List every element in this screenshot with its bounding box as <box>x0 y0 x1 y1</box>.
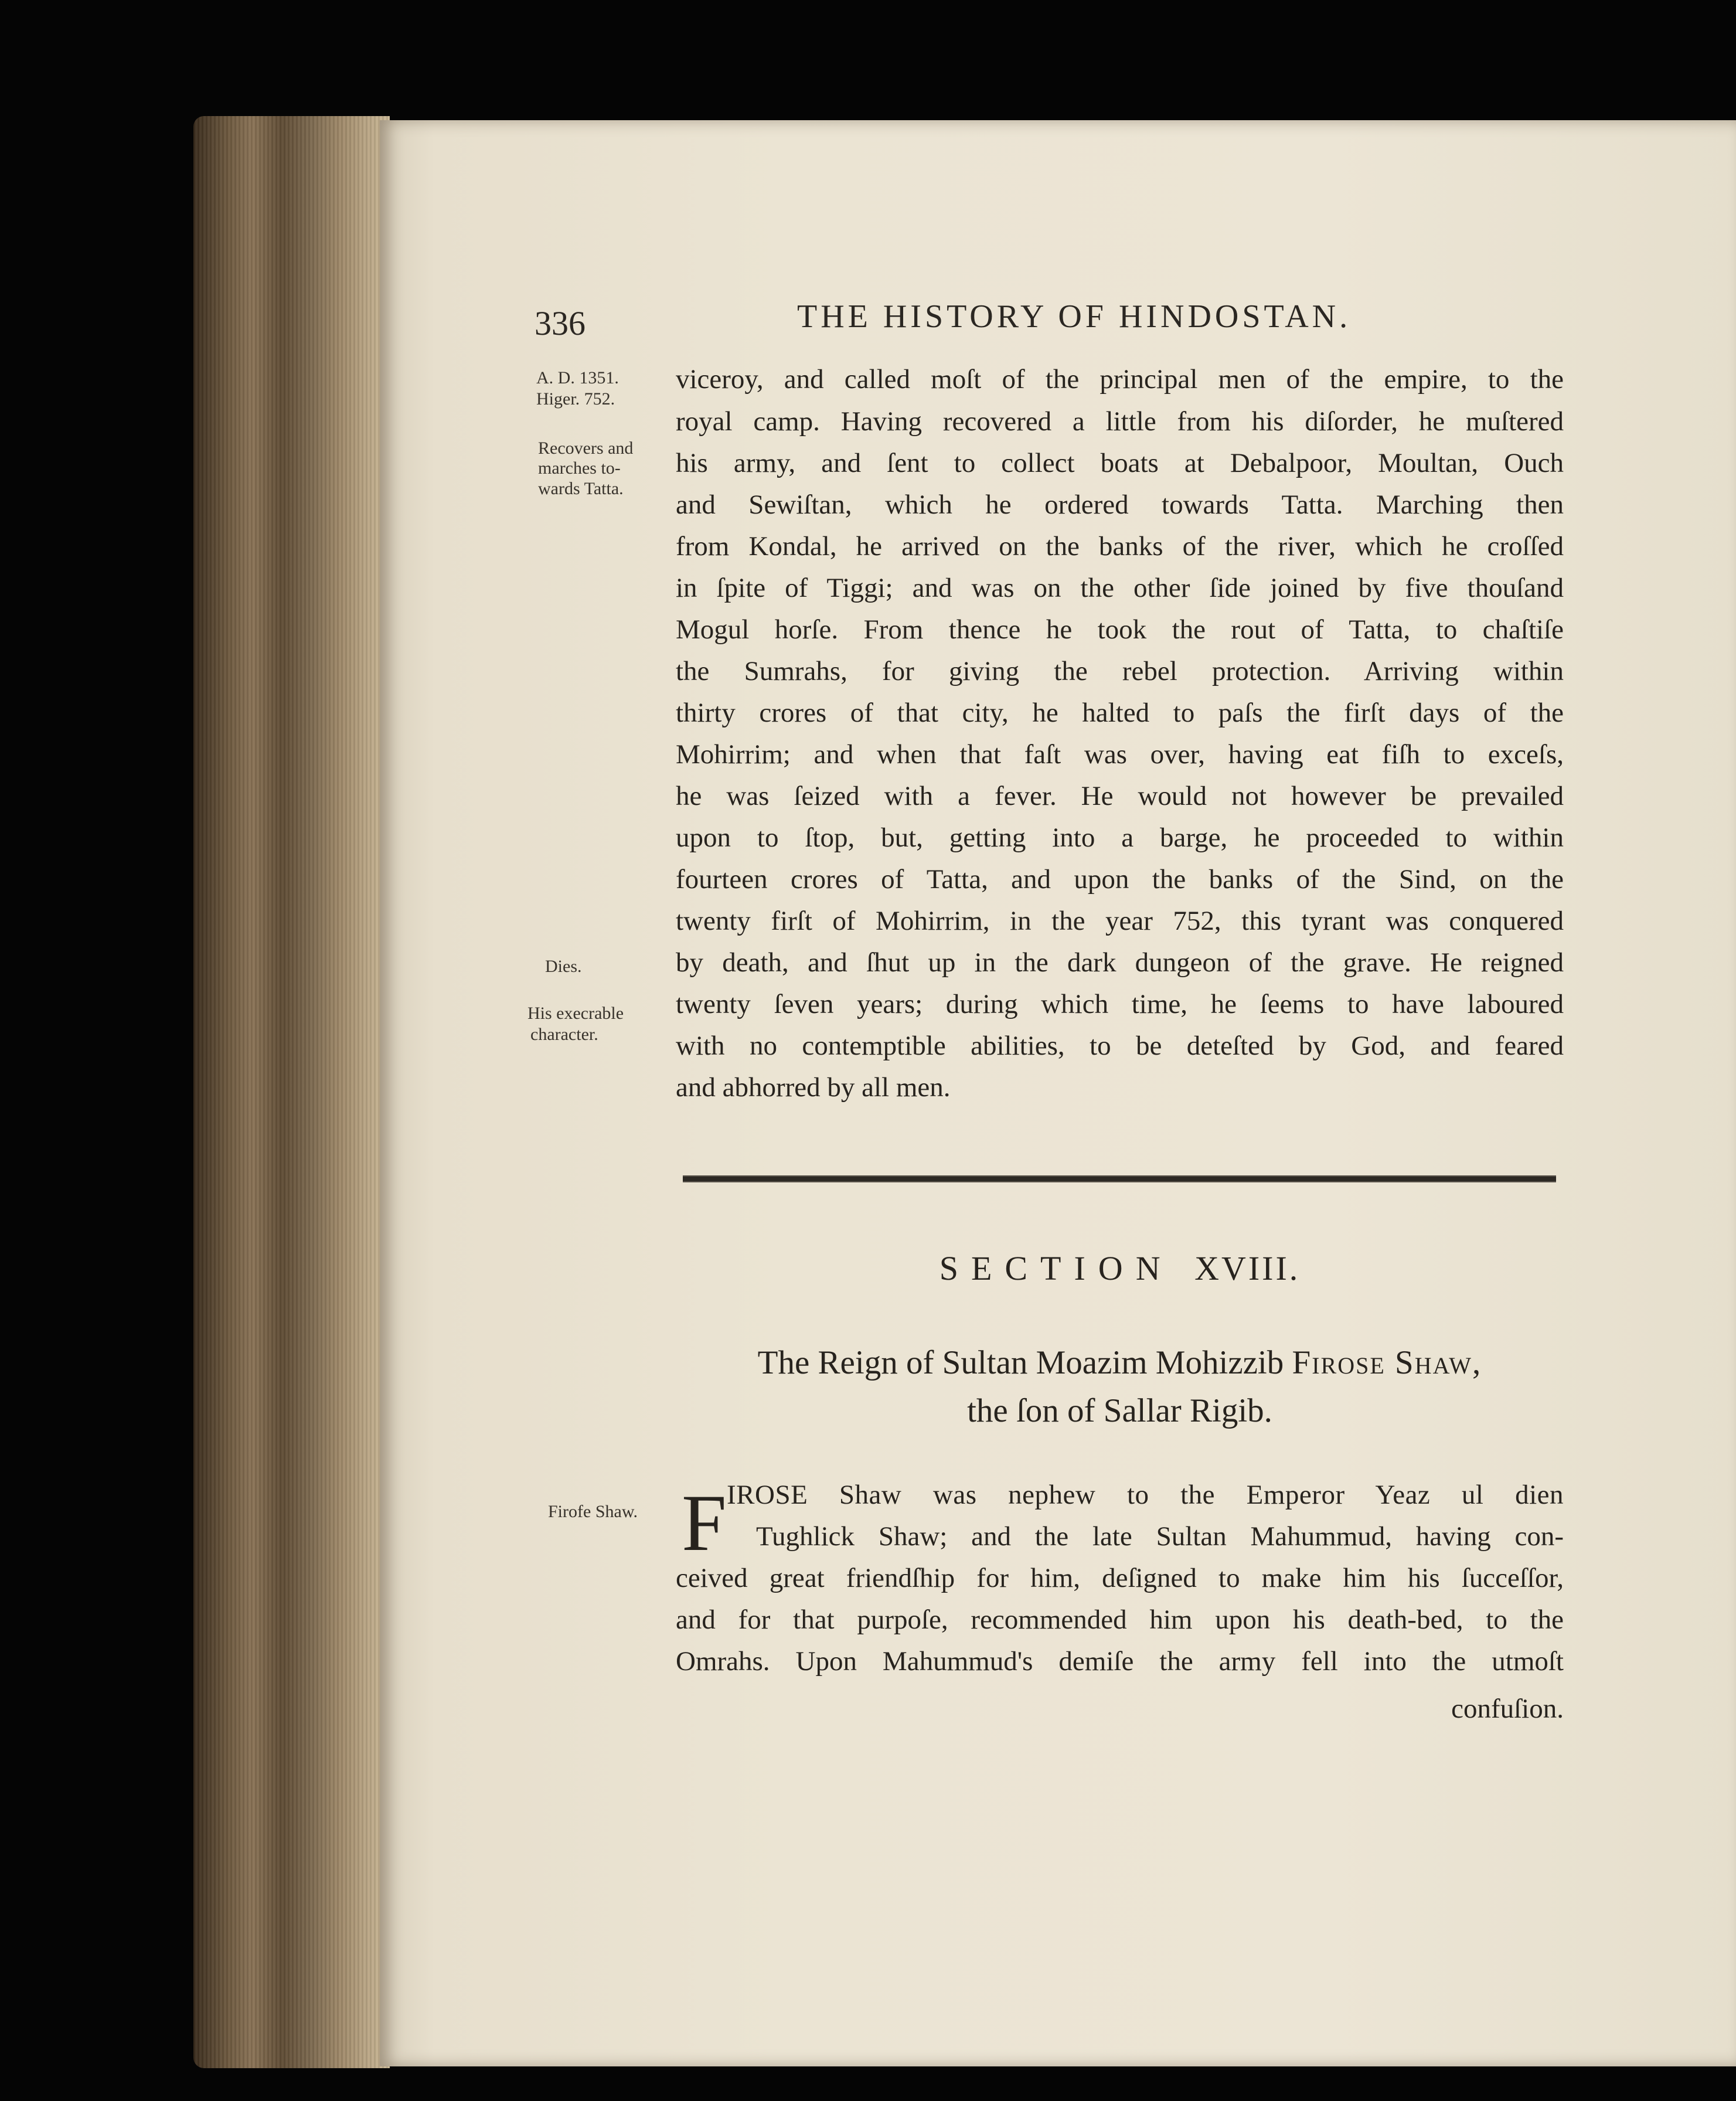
text-line: and for that purpoſe, recommended him upon his death-bed, to the <box>676 1604 1564 1635</box>
text-line: royal camp. Having recovered a little from his diſorder, he muſtered <box>676 406 1564 437</box>
section-title-text: The Reign of Sultan Moazim Mohizzib <box>757 1344 1284 1381</box>
margin-dies: Dies. <box>545 957 582 976</box>
text-line: and abhorred by all men. <box>676 1072 951 1103</box>
text-line: thirty crores of that city, he halted to paſs the firſt days of the <box>676 698 1564 728</box>
running-title: THE HISTORY OF HINDOSTAN. <box>797 298 1352 335</box>
section-number: XVIII. <box>1194 1249 1301 1287</box>
text-line: twenty firſt of Mohirrim, in the year 752, this tyrant was conquered <box>676 906 1564 936</box>
text-line: his army, and ſent to collect boats at Debalpoor, Moultan, Ouch <box>676 448 1564 478</box>
page-number: 336 <box>535 304 586 342</box>
text-line: from Kondal, he arrived on the banks of the river, which he croſſed <box>676 531 1564 562</box>
text-line: in ſpite of Tiggi; and was on the other ſide joined by five thouſand <box>676 573 1564 603</box>
text-line: IROSE Shaw was nephew to the Emperor Yeaz ul dien <box>727 1480 1564 1510</box>
section-divider-rule <box>683 1175 1556 1182</box>
section-title-line-1 <box>676 1344 1564 1382</box>
text-line: viceroy, and called moſt of the principal men of the empire, to the <box>676 364 1564 395</box>
section-title-name: Firose Shaw, <box>1292 1344 1482 1381</box>
text-line: he was ſeized with a fever. He would not however be prevailed <box>676 781 1564 811</box>
text-line: Mohirrim; and when that faſt was over, having eat fiſh to exceſs, <box>676 739 1564 770</box>
margin-firose-shaw: Firofe Shaw. <box>548 1502 638 1521</box>
text-line: and Sewiſtan, which he ordered towards Tatta. Marching then <box>676 489 1564 520</box>
margin-recovers-2: marches to- <box>538 458 621 478</box>
section-title-line-2: the ſon of Sallar Rigib. <box>967 1392 1272 1429</box>
catchword: confuſion. <box>1451 1694 1564 1724</box>
text-line: ceived great friendſhip for him, deſigned to make him his ſucceſſor, <box>676 1563 1564 1593</box>
text-line: Tughlick Shaw; and the late Sultan Mahummud, having con- <box>756 1521 1564 1552</box>
margin-recovers-3: wards Tatta. <box>538 479 624 498</box>
text-line: Mogul horſe. From thence he took the rout of Tatta, to chaſtiſe <box>676 614 1564 645</box>
drop-cap: F <box>682 1478 727 1568</box>
margin-character-1: His execrable <box>527 1004 624 1023</box>
text-line: Omrahs. Upon Mahummud's demiſe the army fell into the utmoſt <box>676 1646 1564 1677</box>
margin-date-ad: A. D. 1351. <box>536 368 619 387</box>
section-label: SECTION <box>939 1249 1173 1287</box>
text-line: fourteen crores of Tatta, and upon the banks of the Sind, on the <box>676 864 1564 895</box>
margin-recovers-1: Recovers and <box>538 438 634 458</box>
text-line: the Sumrahs, for giving the rebel protection. Arriving within <box>676 656 1564 686</box>
text-line: twenty ſeven years; during which time, he ſeems to have laboured <box>676 989 1564 1019</box>
text-line: upon to ſtop, but, getting into a barge, he proceeded to within <box>676 822 1564 853</box>
margin-date-higer: Higer. 752. <box>536 389 615 409</box>
text-line: by death, and ſhut up in the dark dungeon of the grave. He reigned <box>676 947 1564 978</box>
section-heading <box>676 1249 1564 1288</box>
margin-character-2: character. <box>530 1025 598 1044</box>
text-line: with no contemptible abilities, to be deteſted by God, and feared <box>676 1031 1564 1061</box>
book-fore-edge <box>193 116 390 2068</box>
